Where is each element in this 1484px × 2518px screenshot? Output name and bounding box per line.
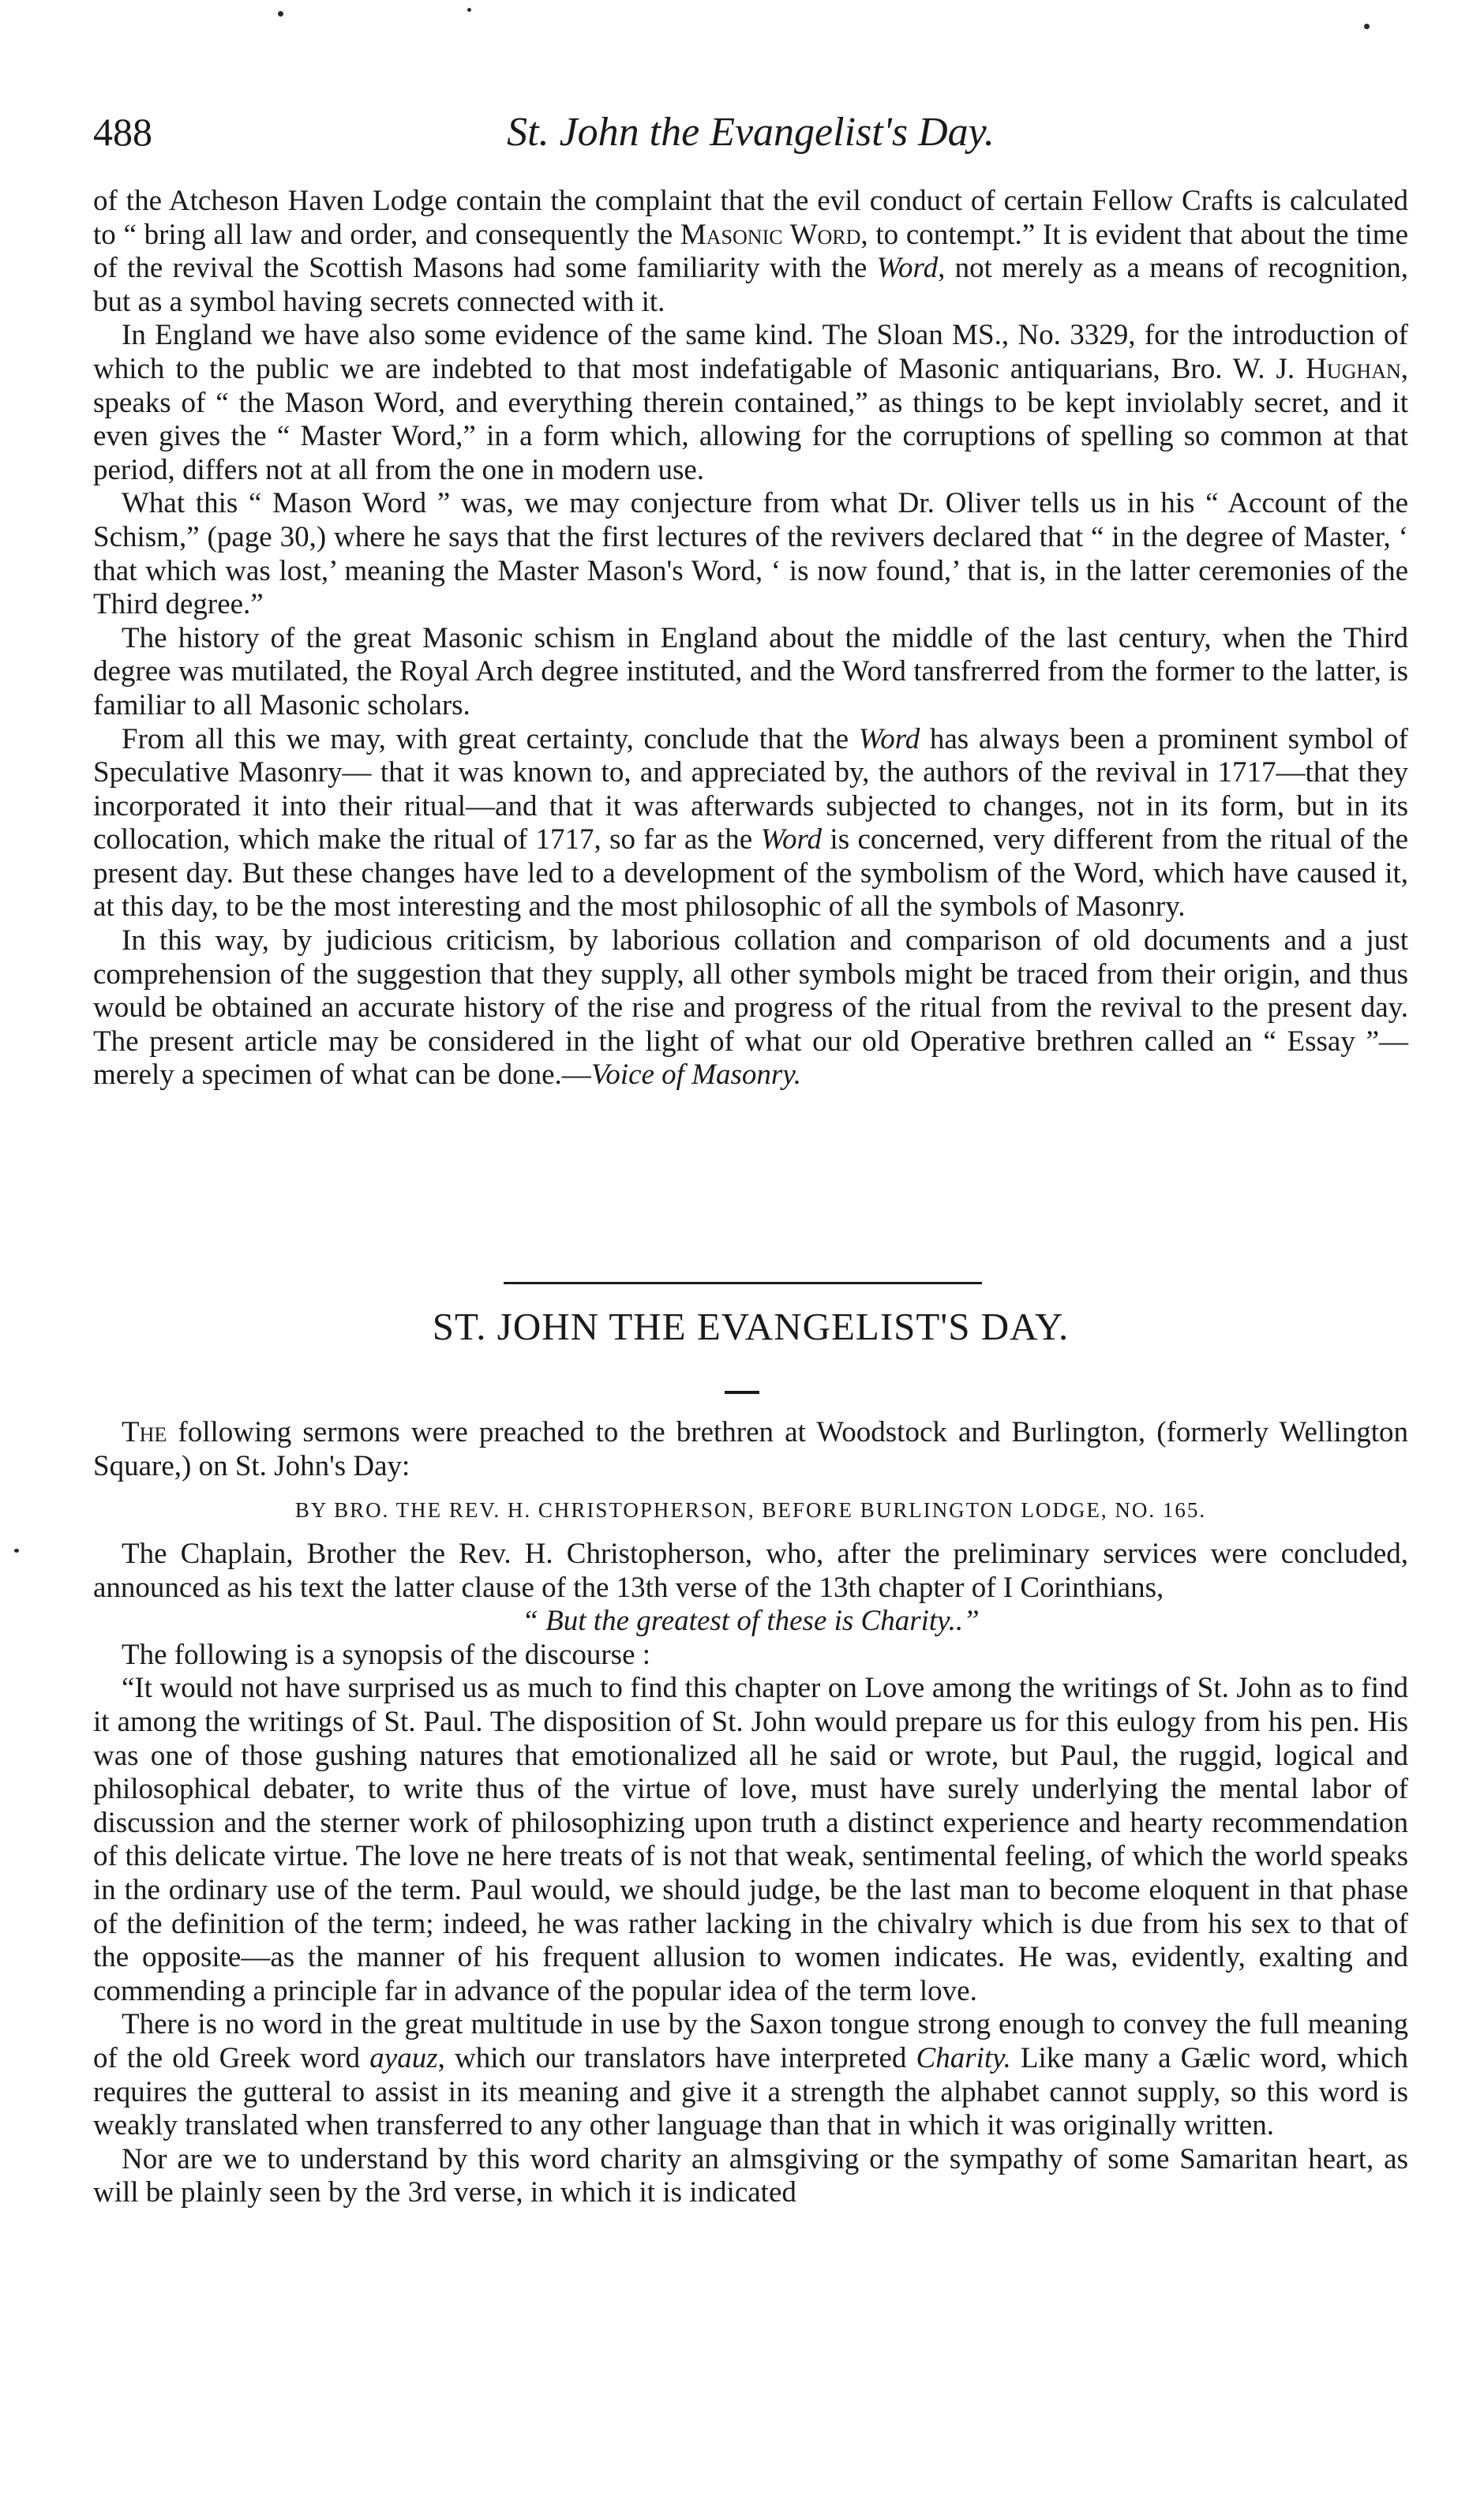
paragraph: The following is a synopsis of the discourse : bbox=[122, 1638, 651, 1671]
paragraph: The Chaplain, Brother the Rev. H. Christopherson, who, after the preliminary services were concluded, announced as his text the latter clause of the 13th verse of the 13th chapter of I Corinthians, bbox=[93, 1538, 1408, 1604]
sermon-body bbox=[93, 1538, 1408, 2210]
section-intro bbox=[93, 1416, 1408, 1483]
article-continued-body bbox=[93, 185, 1408, 1092]
paragraph: The following sermons were preached to the brethren at Woodstock and Burlington, (formerly Wellington Square,) on St. John's Day: bbox=[93, 1416, 1408, 1482]
scan-speck bbox=[14, 1549, 19, 1553]
paragraph: “It would not have surprised us as much to find this chapter on Love among the writings of St. John as to find it among the writings of St. Paul. The disposition of St. John would prepare us for this eulogy from his pen. His was one of those gushing natures that emotionalized all he said or wrote, but Paul, the ruggid, logical and philosophical debater, to write thus of the virtue of love, must have surely underlying the mental labor of discussion and the sterner work of philosophizing upon truth a distinct experience and hearty recommendation of this delicate virtue. The love ne here treats of is not that weak, sentimental feeling, of which the world speaks in the ordinary use of the term. Paul would, we should judge, be the last man to become eloquent in that phase of the definition of the term; indeed, he was rather lacking in the chivalry which is due from his sex to that of the opposite—as the manner of his frequent allusion to women indicates. He was, evidently, exalting and commending a principle far in advance of the popular idea of the term love. bbox=[93, 1672, 1408, 2007]
paragraph: There is no word in the great multitude in use by the Saxon tongue strong enough to convey the full meaning of the old Greek word ayauz, which our translators have interpreted Charity. Like many a Gælic word, which requires the gutteral to assist in its meaning and give it a strength the alphabet cannot supply, so this word is weakly translated when transferred to any other language than that in which it was originally written. bbox=[93, 2008, 1408, 2142]
section-divider bbox=[504, 1282, 982, 1284]
paragraph: The history of the great Masonic schism in England about the middle of the last century, when the Third degree was mutilated, the Royal Arch degree instituted, and the Word tansfrerred from the former to the latter, is familiar to all Masonic scholars. bbox=[93, 621, 1408, 721]
page-header bbox=[93, 109, 1408, 159]
paragraph: In England we have also some evidence of the same kind. The Sloan MS., No. 3329, for the introduction of which to the public we are indebted to that most indefatigable of Masonic antiquarians, Bro. W. J. Hughan, speaks of “ the Mason Word, and everything therein contained,” as things to be kept inviolably secret, and it even gives the “ Master Word,” in a form which, allowing for the corruptions of spelling so common at that period, differs not at all from the one in modern use. bbox=[93, 319, 1408, 486]
scan-speck bbox=[278, 11, 283, 17]
page-number: 488 bbox=[93, 110, 152, 154]
paragraph: of the Atcheson Haven Lodge contain the complaint that the evil conduct of certain Fellow Crafts is calculated to “ bring all law and order, and consequently the Masonic Word, to contempt.” It is evident that about the time of the revival the Scottish Masons had some familiarity with the Word, not merely as a means of recognition, but as a symbol having secrets connected with it. bbox=[93, 185, 1408, 318]
text-quote: “ But the greatest of these is Charity..” bbox=[522, 1605, 980, 1638]
scan-speck bbox=[467, 8, 471, 12]
sermon-byline: BY BRO. THE REV. H. CHRISTOPHERSON, BEFORE BURLINGTON LODGE, NO. 165. bbox=[294, 1498, 1207, 1522]
paragraph: From all this we may, with great certainty, conclude that the Word has always been a prominent symbol of Speculative Masonry— that it was known to, and appreciated by, the authors of the revival in 1717—that they incorporated it into their ritual—and that it was afterwards subjected to changes, not in its form, but in its collocation, which make the ritual of 1717, so far as the Word is concerned, very different from the ritual of the present day. But these changes have led to a development of the symbolism of the Word, which have caused it, at this day, to be the most interesting and the most philosophic of all the symbols of Masonry. bbox=[93, 722, 1409, 924]
scan-speck bbox=[1364, 24, 1370, 29]
source-attribution: Voice of Masonry. bbox=[590, 1059, 801, 1092]
running-title: St. John the Evangelist's Day. bbox=[507, 110, 995, 155]
paragraph: In this way, by judicious criticism, by laborious collation and comparison of old documents and a just comprehension of the suggestion that they supply, all other symbols might be traced from their origin, and thus would be obtained an accurate history of the rise and progress of the ritual from the revival to the present day. The present article may be considered in the light of what our old Operative brethren called an “ Essay ”—merely a specimen of what can be done.—Voice of Masonry. bbox=[93, 924, 1408, 1092]
section-title: ST. JOHN THE EVANGELIST'S DAY. bbox=[432, 1305, 1070, 1348]
paragraph: What this “ Mason Word ” was, we may conjecture from what Dr. Oliver tells us in his “ Account of the Schism,” (page 30,) where he says that the first lectures of the revivers declared that “ in the degree of Master, ‘ that which was lost,’ meaning the Master Mason's Word, ‘ is now found,’ that is, in the latter ceremonies of the Third degree.” bbox=[93, 487, 1408, 621]
paragraph: Nor are we to understand by this word charity an almsgiving or the sympathy of some Samaritan heart, as will be plainly seen by the 3rd verse, in which it is indicated bbox=[93, 2142, 1408, 2209]
title-underline bbox=[725, 1391, 759, 1394]
